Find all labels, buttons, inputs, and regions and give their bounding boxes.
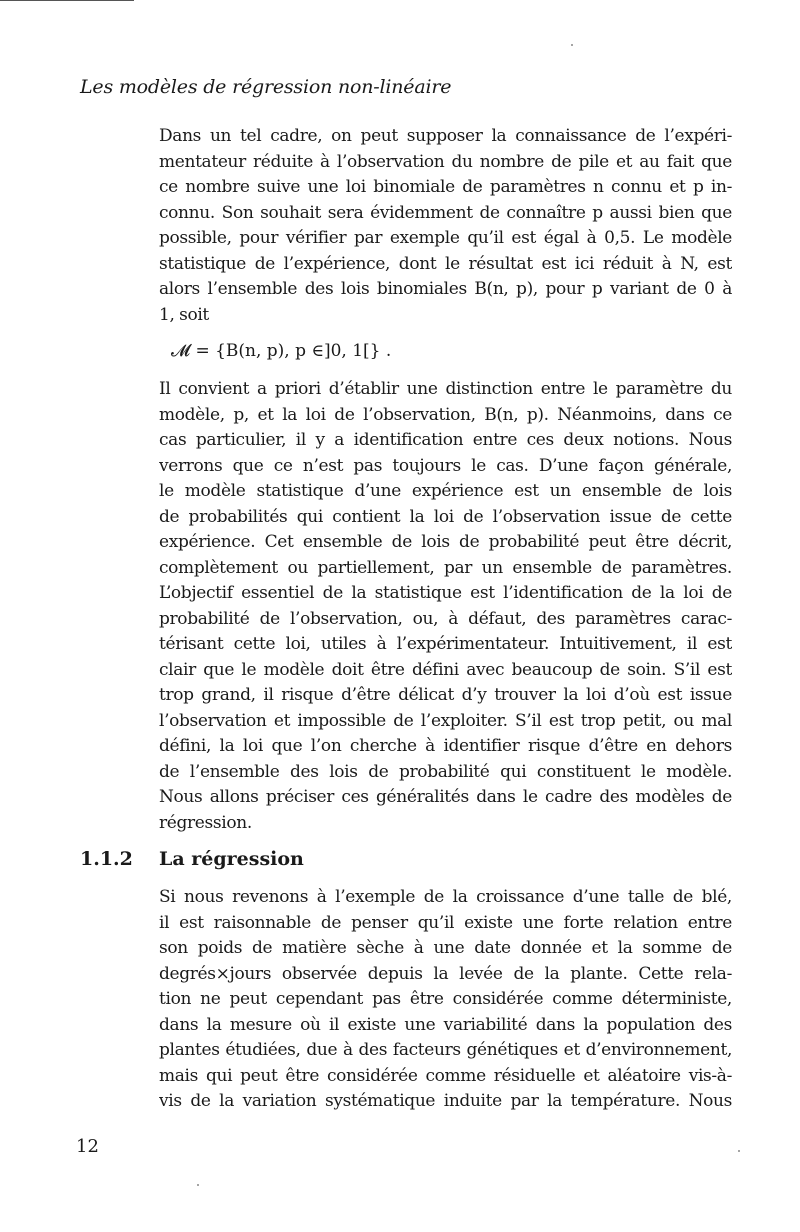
top-rule bbox=[0, 0, 134, 1]
text-line: expérience. Cet ensemble de lois de probabilité peut être décrit, bbox=[159, 532, 732, 552]
section-title: La régression bbox=[159, 848, 304, 870]
text-line: statistique de l’expérience, dont le résultat est ici réduit à N, est bbox=[159, 253, 732, 274]
text-line: il est raisonnable de penser qu’il existe une forte relation entre bbox=[159, 912, 732, 933]
text-line: l’observation et impossible de l’exploiter. S’il est trop petit, ou mal bbox=[159, 710, 732, 731]
text-line: mentateur réduite à l’observation du nombre de pile et au fait que bbox=[159, 151, 732, 172]
text-line: modèle, p, et la loi de l’observation, B(n, p). Néanmoins, dans ce bbox=[159, 404, 732, 425]
text-line: le modèle statistique d’une expérience est un ensemble de lois bbox=[159, 481, 732, 501]
text-line: mais qui peut être considérée comme résiduelle et aléatoire vis-à- bbox=[159, 1065, 732, 1086]
text-line: son poids de matière sèche à une date donnée et la somme de bbox=[159, 938, 732, 958]
paragraph-regression bbox=[159, 885, 732, 1115]
text-line: probabilité de l’observation, ou, à défaut, des paramètres carac- bbox=[159, 608, 732, 629]
text-line: de l’ensemble des lois de probabilité qui constituent le modèle. bbox=[159, 761, 732, 782]
scan-speck bbox=[738, 1150, 740, 1152]
text-line: Nous allons préciser ces généralités dans le cadre des modèles de bbox=[159, 787, 732, 807]
text-line: connu. Son souhait sera évidemment de connaître p aussi bien que bbox=[159, 202, 732, 223]
text-line: clair que le modèle doit être défini avec beaucoup de soin. S’il est bbox=[159, 659, 732, 680]
text-line: régression. bbox=[159, 812, 252, 833]
page-number: 12 bbox=[76, 1136, 99, 1157]
paragraph-model-description bbox=[159, 124, 732, 328]
text-line: L’objectif essentiel de la statistique est l’identification de la loi de bbox=[159, 583, 732, 603]
text-line: possible, pour vérifier par exemple qu’il est égal à 0,5. Le modèle bbox=[159, 228, 732, 248]
section-number: 1.1.2 bbox=[80, 848, 133, 870]
text-line: défini, la loi que l’on cherche à identifier risque d’être en dehors bbox=[159, 736, 732, 756]
model-formula: 𝓜 = {B(n, p), p ∈]0, 1[} . bbox=[171, 341, 392, 361]
text-line: térisant cette loi, utiles à l’expérimentateur. Intuitivement, il est bbox=[159, 634, 732, 654]
scan-speck bbox=[571, 44, 573, 46]
text-line: ce nombre suive une loi binomiale de paramètres n connu et p in- bbox=[159, 177, 732, 197]
text-line: tion ne peut cependant pas être considérée comme déterministe, bbox=[159, 989, 732, 1009]
text-line: vis de la variation systématique induite par la température. Nous bbox=[159, 1091, 732, 1111]
text-line: Il convient a priori d’établir une distinction entre le paramètre du bbox=[159, 379, 732, 399]
text-line: verrons que ce n’est pas toujours le cas. D’une façon générale, bbox=[159, 455, 732, 476]
text-line: Dans un tel cadre, on peut supposer la connaissance de l’expéri- bbox=[159, 126, 732, 146]
text-line: degrés×jours observée depuis la levée de la plante. Cette rela- bbox=[159, 963, 732, 984]
paragraph-statistical-model bbox=[159, 377, 732, 836]
scan-speck bbox=[197, 1184, 199, 1186]
text-line: plantes étudiées, due à des facteurs génétiques et d’environnement, bbox=[159, 1040, 732, 1060]
text-line: de probabilités qui contient la loi de l’observation issue de cette bbox=[159, 506, 732, 527]
text-line: alors l’ensemble des lois binomiales B(n, p), pour p variant de 0 à bbox=[159, 279, 732, 299]
text-line: complètement ou partiellement, par un ensemble de paramètres. bbox=[159, 557, 732, 578]
text-line: dans la mesure où il existe une variabilité dans la population des bbox=[159, 1014, 732, 1035]
running-header: Les modèles de régression non-linéaire bbox=[80, 76, 452, 98]
text-line: trop grand, il risque d’être délicat d’y trouver la loi d’où est issue bbox=[159, 685, 732, 705]
text-line: 1, soit bbox=[159, 304, 209, 325]
text-line: cas particulier, il y a identification entre ces deux notions. Nous bbox=[159, 430, 732, 450]
text-line: Si nous revenons à l’exemple de la croissance d’une talle de blé, bbox=[159, 887, 732, 907]
